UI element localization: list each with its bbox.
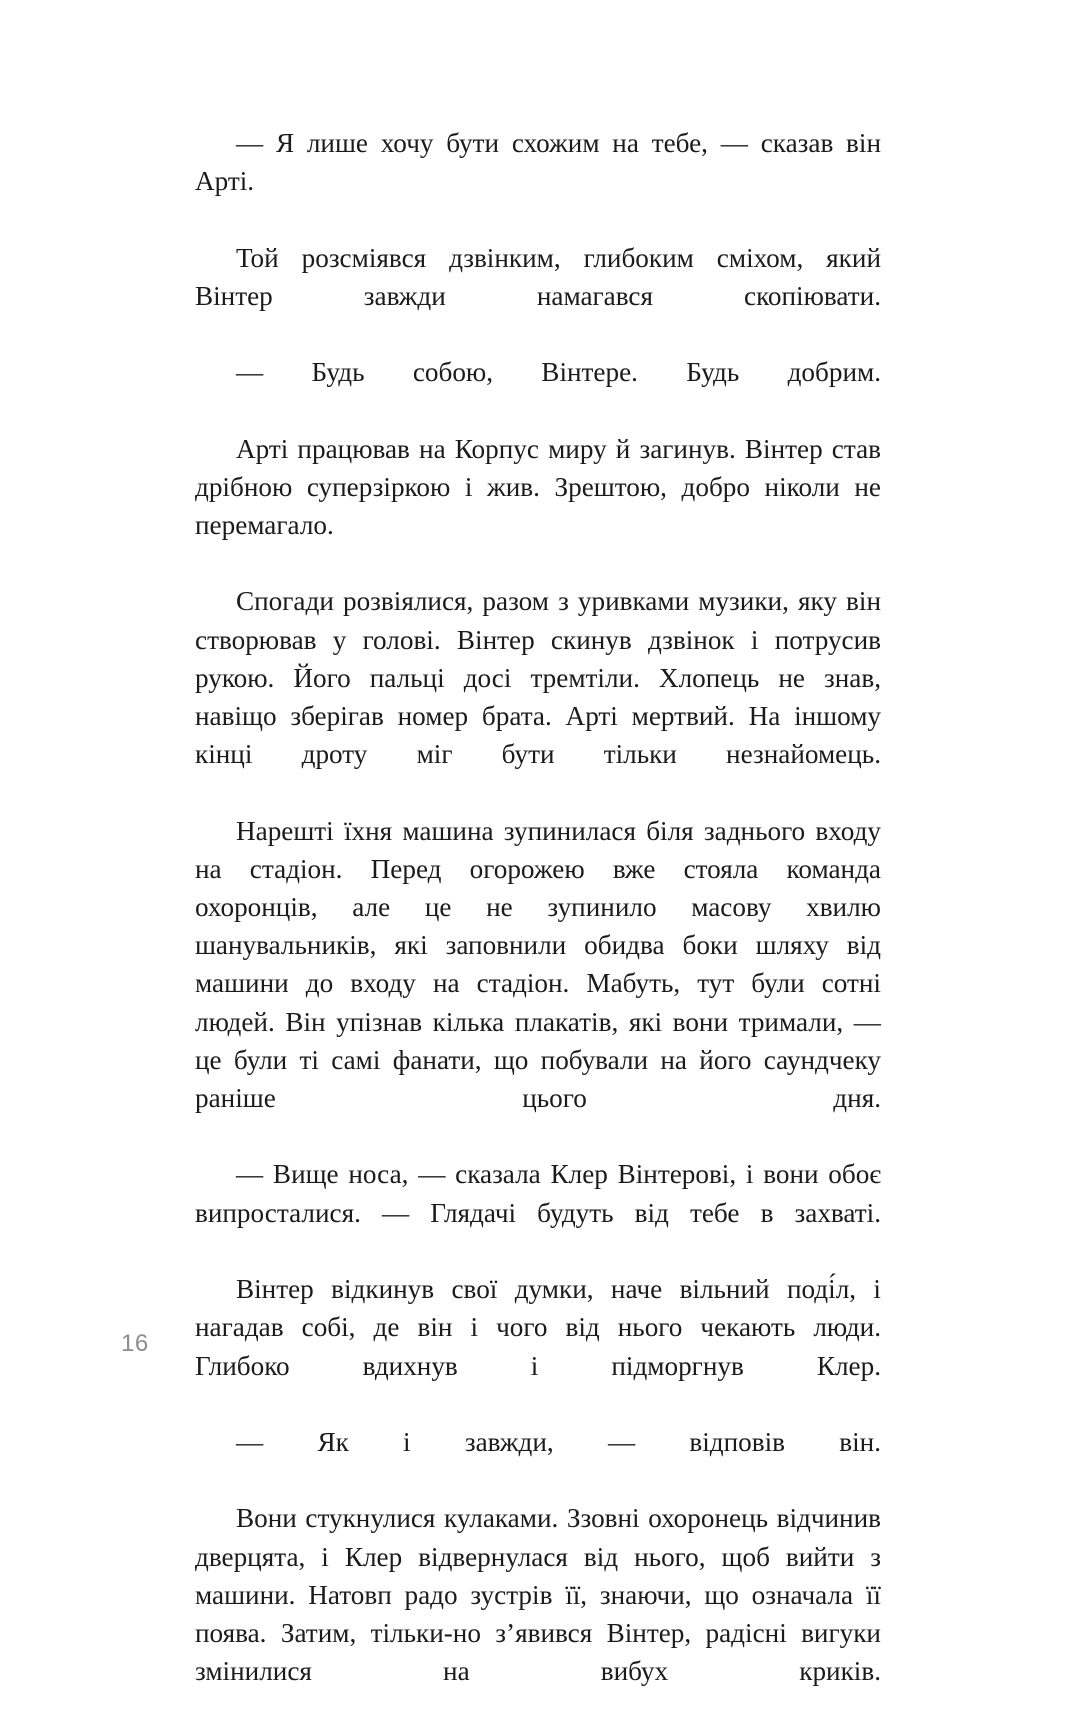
paragraph: Вінтер відкинув свої думки, наче вільний поді́л, і нагадав собі, де він і чого від нього чекають люди. Глибоко вдихнув і підморгнув Клер. [195, 1274, 881, 1381]
page-text-block [195, 124, 881, 1729]
paragraph: Вони стукнулися кулаками. Ззовні охоронець відчинив дверцята, і Клер відвернулася від нього, щоб вийти з машини. Натовп радо зустрів її, знаючи, що означала її поява. Затим, тільки-но з’явився Вінтер, радісні вигуки змінилися на вибух криків. [195, 1503, 881, 1687]
paragraph: Той розсміявся дзвінким, глибоким сміхом, який Вінтер завжди намагався скопіювати. [195, 242, 881, 311]
paragraph: Арті працював на Корпус миру й загинув. Вінтер став дрібною суперзіркою і жив. Зрештою, добро ніколи не перемагало. [195, 433, 881, 541]
paragraph: — Я лише хочу бути схожим на тебе, — сказав він Арті. [195, 128, 881, 197]
paragraph: Спогади розвіялися, разом з уривками музики, яку він створював у голові. Вінтер скинув дзвінок і потрусив рукою. Його пальці досі тремтіли. Хлопець не знав, навіщо зберігав номер брата. Арті мертвий. На іншому кінці дроту міг бути тільки незнайомець. [195, 586, 881, 770]
paragraph: — Будь собою, Вінтере. Будь добрим. [236, 357, 881, 388]
paragraph: — Вище носа, — сказала Клер Вінтерові, і вони обоє випросталися. — Глядачі будуть від тебе в захваті. [195, 1159, 881, 1228]
paragraph: Нарешті їхня машина зупинилася біля заднього входу на стадіон. Перед огорожею вже стояла команда охоронців, але це не зупинило масову хвилю шанувальників, які заповнили обидва боки шляху від машини до входу на стадіон. Мабуть, тут були сотні людей. Він упізнав кілька плакатів, які вони тримали, — це були ті самі фанати, що побували на його саундчеку раніше цього дня. [195, 815, 881, 1114]
paragraph: — Як і завжди, — відповів він. [236, 1426, 881, 1457]
page-number: 16 [121, 1330, 149, 1357]
